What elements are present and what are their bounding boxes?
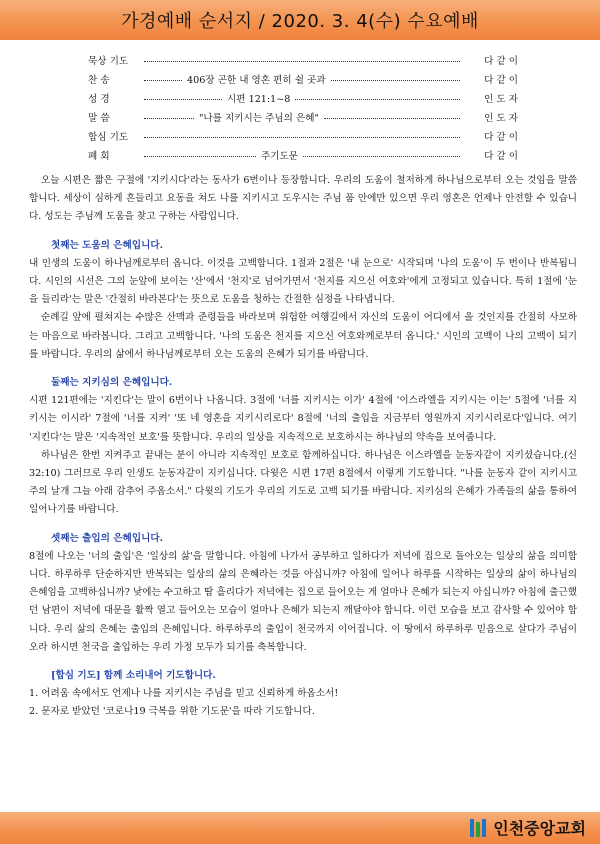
section-paragraph: 하나님은 한번 지켜주고 끝내는 분이 아니라 지속적인 보호로 함께하십니다. 하나님은 이스라엘을 눈동자같이 지키셨습니다.(신 32:10) 그러므로 우리 인생도 눈동자같이 지키십니다. 다윗은 시편 17편 8절에서 이렇게 기도합니다. "나를 눈동자 같이 지키시고 주의 날개 그늘 아래 감추어 주옵소서." 다윗의 기도가 우리의 기도로 고백 되기를 바랍니다. 지키심의 은혜가 가족들의 삶을 통하여 일어나기를 바랍니다.	[29, 449, 577, 516]
order-content: 406장 곤한 내 영혼 편히 쉴 곳과	[187, 74, 326, 86]
section-heading: 첫째는 도움의 은혜입니다.	[51, 239, 163, 251]
title-bar	[0, 0, 600, 40]
worship-order	[88, 50, 518, 164]
church-name: 인천중앙교회	[493, 819, 586, 838]
dot-leader	[144, 99, 222, 100]
order-label: 묵상 기도	[88, 55, 129, 67]
church-logo	[469, 816, 586, 839]
order-leader: 다 같 이	[484, 74, 518, 86]
prayer-heading: [합심 기도] 함께 소리내어 기도합니다.	[51, 670, 216, 682]
dot-leader	[144, 80, 182, 81]
order-row	[88, 107, 518, 126]
section-paragraph: 시편 121편에는 '지킨다'는 말이 6번이나 나옵니다. 3절에 '너를 지키시는 이가' 4절에 '이스라엘을 지키시는 이는' 5절에 '너를 지키시는 이시라' 7절에 '너를 지켜' '또 네 영혼을 지키시리로다' 8절에 '너의 출입을 지금부터 영원까지 지키시리로다'입니다. 여기 '지킨다'는 말은 '지속적인 보호'를 뜻합니다. 우리의 일상을 지속적으로 보호하시는 하나님의 약속을 보여줍니다.	[29, 395, 577, 443]
dot-leader	[144, 156, 256, 157]
prayer-item: 1. 어려움 속에서도 언제나 나를 지키시는 주님을 믿고 신뢰하게 하옵소서!	[29, 688, 339, 700]
dot-leader	[144, 118, 194, 119]
order-leader: 다 같 이	[484, 131, 518, 143]
order-label: 말 씀	[88, 112, 110, 124]
intro-paragraph: 오늘 시편은 짧은 구절에 '지키시다'라는 동사가 6번이나 등장합니다. 우리의 도움이 철저하게 하나님으로부터 오는 것임을 말씀합니다. 세상이 심하게 흔들리고 요동을 쳐도 나를 지키시고 도우시는 주님 품 안에만 있으면 우리 영혼은 언제나 안전할 수 있습니다. 성도는 주님께 도움을 찾고 구하는 사람입니다.	[29, 175, 577, 223]
order-label: 합심 기도	[88, 131, 129, 143]
order-row	[88, 126, 518, 145]
order-label: 폐 회	[88, 150, 110, 162]
section-heading: 둘째는 지키심의 은혜입니다.	[51, 377, 173, 389]
order-leader: 인 도 자	[484, 112, 518, 124]
order-row	[88, 50, 518, 69]
dot-leader	[303, 156, 460, 157]
dot-leader	[324, 118, 460, 119]
prayer-item: 2. 문자로 받았던 '코로나19 극복을 위한 기도문'을 따라 기도합니다.	[29, 706, 315, 718]
dot-leader	[331, 80, 460, 81]
order-content: "나를 지키시는 주님의 은혜"	[199, 112, 319, 124]
dot-leader	[144, 61, 460, 62]
dot-leader	[144, 137, 460, 138]
order-content: 주기도문	[261, 150, 299, 162]
page-title: 가경예배 순서지 / 2020. 3. 4(수) 수요예배	[121, 11, 479, 32]
order-row	[88, 88, 518, 107]
sermon-body	[29, 172, 577, 722]
church-logo-icon	[469, 817, 487, 839]
order-label: 성 경	[88, 93, 110, 105]
order-leader: 인 도 자	[484, 93, 518, 105]
order-leader: 다 같 이	[484, 150, 518, 162]
order-leader: 다 같 이	[484, 55, 518, 67]
section-paragraph: 내 인생의 도움이 하나님께로부터 옵니다. 이것을 고백합니다. 1절과 2절은 '내 눈으로' 시작되며 '나의 도움'이 두 번이나 반복됩니다. 시인의 시선은 그의 눈앞에 보이는 '산'에서 '천지'로 넘어가면서 '천지를 지으신 여호와'에게 고정되고 있습니다. 특히 1절에 '눈을 들리라'는 말은 '간절히 바라본다'는 뜻으로 도움을 청하는 간절한 심정을 나타냅니다.	[29, 257, 577, 306]
order-label: 찬 송	[88, 74, 110, 86]
order-row	[88, 69, 518, 88]
order-row	[88, 145, 518, 164]
order-content: 시편 121:1~8	[227, 93, 291, 105]
section-paragraph: 순례길 앞에 펼쳐지는 수많은 산맥과 준령들을 바라보며 위험한 여행길에서 자신의 도움이 어디에서 올 것인지를 간절히 사모하는 마음으로 바라봅니다. 그리고 고백합니다. '나의 도움은 천지를 지으신 여호와께로부터 옵니다.' 시인의 고백이 나의 고백이 되기를 바랍니다. 우리의 삶에서 하나님께로부터 오는 도움의 은혜가 되기를 바랍니다.	[29, 312, 577, 360]
section-paragraph: 8절에 나오는 '너의 출입'은 '일상의 삶'을 말합니다. 아침에 나가서 공부하고 일하다가 저녁에 집으로 돌아오는 일상의 삶을 의미합니다. 하루하루 단순하지만 반복되는 일상의 삶의 은혜라는 것을 아십니까? 아침에 일어나 하루를 시작하는 일상의 삶이 하나님의 은혜임을 고백하십니까? 낮에는 수고하고 땀 흘리다가 저녁에는 집으로 들어오는 게 얼마나 은혜가 되는지 아십니까? 아침에 출근했던 남편이 저녁에 대문을 활짝 열고 들어오는 모습이 얼마나 은혜가 되는지 깨달아야 합니다. 이런 모습을 보고 감사할 수 있어야 합니다. 우리 삶의 은혜는 출입의 은혜입니다. 하루하루의 출입이 천국까지 이어집니다. 이 땅에서 하루하루 믿음으로 살다가 주님이 오라 하시면 천국을 출입하는 우리 가정 모두가 되기를 축복합니다.	[29, 550, 577, 653]
section-heading: 셋째는 출입의 은혜입니다.	[51, 532, 163, 544]
dot-leader	[295, 99, 460, 100]
footer-bar	[0, 812, 600, 844]
